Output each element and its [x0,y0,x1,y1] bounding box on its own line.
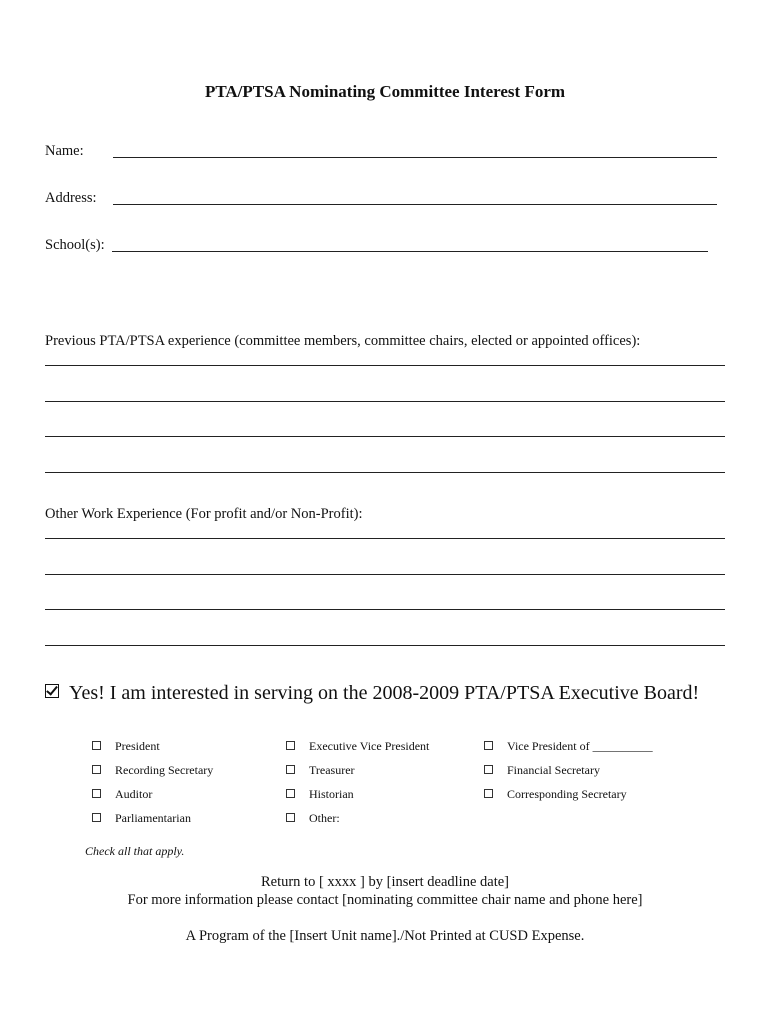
interest-statement-text: Yes! I am interested in serving on the 2008-2009 PTA/PTSA Executive Board! [69,682,700,704]
address-input-line[interactable] [113,204,717,205]
position-label: Vice President of __________ [507,739,653,753]
position-option[interactable] [92,739,160,754]
checkbox-icon[interactable] [286,765,295,774]
program-line: A Program of the [Insert Unit name]./Not Printed at CUSD Expense. [185,928,585,944]
checkbox-icon[interactable] [286,741,295,750]
position-option[interactable] [92,811,191,826]
position-label: Parliamentarian [115,811,191,825]
other-experience-line[interactable] [45,538,725,539]
checkbox-icon[interactable] [92,741,101,750]
contact-line: For more information please contact [nominating committee chair name and phone here] [127,892,643,908]
position-option[interactable] [484,763,600,778]
position-option[interactable] [286,763,355,778]
schools-label: School(s): [45,237,105,253]
checkbox-icon[interactable] [286,813,295,822]
other-experience-line[interactable] [45,574,725,575]
name-label: Name: [45,143,84,159]
form-title: PTA/PTSA Nominating Committee Interest Form [204,82,566,101]
previous-experience-line[interactable] [45,401,725,402]
position-option[interactable] [92,787,152,802]
previous-experience-line[interactable] [45,472,725,473]
position-option[interactable] [484,787,627,802]
position-label: President [115,739,160,753]
checked-box-icon[interactable] [45,684,59,698]
checkbox-icon[interactable] [92,789,101,798]
checkbox-icon[interactable] [484,741,493,750]
previous-experience-label: Previous PTA/PTSA experience (committee members, committee chairs, elected or appointed offices): [45,333,641,349]
position-label: Auditor [115,787,153,801]
position-option[interactable] [286,739,429,754]
position-option[interactable] [286,787,354,802]
position-option[interactable] [484,739,653,754]
checkbox-icon[interactable] [286,789,295,798]
schools-input-line[interactable] [112,251,708,252]
position-option[interactable] [92,763,213,778]
address-label: Address: [45,190,97,206]
checkbox-icon[interactable] [92,813,101,822]
position-option[interactable] [286,811,340,826]
position-label: Treasurer [309,763,355,777]
position-label: Corresponding Secretary [507,787,627,801]
other-experience-line[interactable] [45,609,725,610]
name-input-line[interactable] [113,157,717,158]
position-label: Executive Vice President [309,739,430,753]
check-note: Check all that apply. [85,844,185,858]
previous-experience-line[interactable] [45,436,725,437]
interest-statement [45,682,699,705]
checkbox-icon[interactable] [92,765,101,774]
position-label: Other: [309,811,340,825]
checkbox-icon[interactable] [484,765,493,774]
checkbox-icon[interactable] [484,789,493,798]
other-experience-line[interactable] [45,645,725,646]
other-experience-label: Other Work Experience (For profit and/or Non-Profit): [45,506,363,522]
position-label: Historian [309,787,354,801]
previous-experience-line[interactable] [45,365,725,366]
return-line: Return to [ xxxx ] by [insert deadline date] [260,874,510,890]
position-label: Financial Secretary [507,763,600,777]
position-label: Recording Secretary [115,763,214,777]
